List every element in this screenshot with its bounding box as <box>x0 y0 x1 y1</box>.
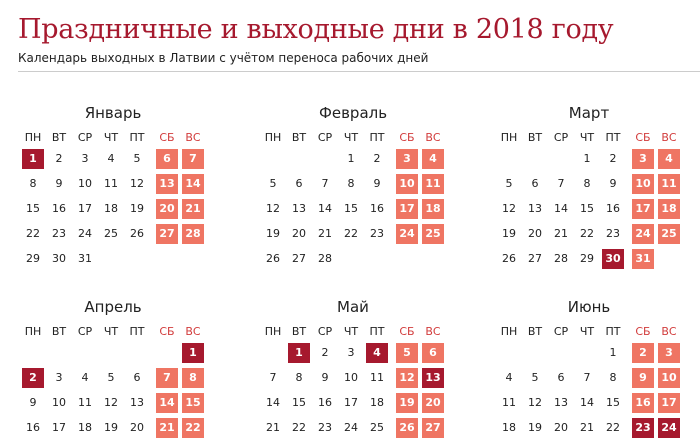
weekday-header: ПН <box>500 325 518 338</box>
weekend-day: 31 <box>632 249 654 269</box>
day-cell: 9 <box>373 177 381 190</box>
weekend-day: 14 <box>156 393 178 413</box>
day-cell: 4 <box>107 152 115 165</box>
weekday-header: ПН <box>24 325 42 338</box>
weekend-day: 2 <box>632 343 654 363</box>
weekend-day: 17 <box>632 199 654 219</box>
day-cell: 10 <box>52 396 66 409</box>
day-cell: 16 <box>318 396 332 409</box>
day-cell: 7 <box>557 177 565 190</box>
day-cell: 8 <box>295 371 303 384</box>
day-cell: 20 <box>130 421 144 434</box>
day-cell: 17 <box>78 202 92 215</box>
weekend-day: 26 <box>396 418 418 438</box>
day-cell: 31 <box>78 252 92 265</box>
weekday-header: ВС <box>661 131 677 144</box>
weekend-day: 13 <box>156 174 178 194</box>
day-cell: 11 <box>78 396 92 409</box>
weekday-header: ЧТ <box>103 131 119 144</box>
day-cell: 26 <box>502 252 516 265</box>
weekday-header: ЧТ <box>343 325 359 338</box>
day-cell: 14 <box>554 202 568 215</box>
day-cell: 22 <box>344 227 358 240</box>
month-name: Февраль <box>318 104 388 122</box>
day-cell: 23 <box>370 227 384 240</box>
weekday-header: ВТ <box>51 131 67 144</box>
weekday-header: СР <box>77 325 93 338</box>
day-cell: 18 <box>104 202 118 215</box>
day-cell: 19 <box>502 227 516 240</box>
weekday-header: СБ <box>399 131 415 144</box>
day-cell: 19 <box>528 421 542 434</box>
day-cell: 11 <box>104 177 118 190</box>
day-cell: 3 <box>347 346 355 359</box>
day-cell: 4 <box>505 371 513 384</box>
day-cell: 14 <box>318 202 332 215</box>
weekday-header: ПН <box>264 131 282 144</box>
weekend-day: 20 <box>422 393 444 413</box>
day-cell: 22 <box>606 421 620 434</box>
weekend-day: 10 <box>396 174 418 194</box>
weekend-day: 15 <box>182 393 204 413</box>
day-cell: 18 <box>78 421 92 434</box>
weekend-day: 18 <box>422 199 444 219</box>
day-cell: 12 <box>528 396 542 409</box>
day-cell: 6 <box>531 177 539 190</box>
day-cell: 13 <box>528 202 542 215</box>
weekday-header: ПТ <box>129 325 145 338</box>
day-cell: 12 <box>104 396 118 409</box>
day-cell: 23 <box>606 227 620 240</box>
page-title: Праздничные и выходные дни в 2018 году <box>18 14 614 45</box>
day-cell: 11 <box>502 396 516 409</box>
weekend-day: 3 <box>396 149 418 169</box>
day-cell: 10 <box>78 177 92 190</box>
weekday-header: СР <box>553 325 569 338</box>
weekday-header: СР <box>317 325 333 338</box>
day-cell: 15 <box>26 202 40 215</box>
day-cell: 16 <box>606 202 620 215</box>
month-name: Март <box>568 104 610 122</box>
day-cell: 8 <box>347 177 355 190</box>
weekend-day: 19 <box>396 393 418 413</box>
weekday-header: ПТ <box>605 131 621 144</box>
day-cell: 21 <box>580 421 594 434</box>
day-cell: 24 <box>78 227 92 240</box>
day-cell: 16 <box>52 202 66 215</box>
day-cell: 13 <box>292 202 306 215</box>
day-cell: 5 <box>133 152 141 165</box>
day-cell: 19 <box>130 202 144 215</box>
day-cell: 16 <box>26 421 40 434</box>
day-cell: 22 <box>580 227 594 240</box>
day-cell: 15 <box>344 202 358 215</box>
weekday-header: СБ <box>399 325 415 338</box>
day-cell: 27 <box>528 252 542 265</box>
weekday-header: СР <box>553 131 569 144</box>
weekday-header: СР <box>77 131 93 144</box>
weekday-header: ЧТ <box>579 131 595 144</box>
day-cell: 5 <box>107 371 115 384</box>
weekend-day: 8 <box>182 368 204 388</box>
day-cell: 4 <box>81 371 89 384</box>
weekday-header: ВТ <box>527 131 543 144</box>
weekend-day: 18 <box>658 199 680 219</box>
day-cell: 12 <box>266 202 280 215</box>
day-cell: 11 <box>370 371 384 384</box>
weekday-header: СБ <box>159 131 175 144</box>
day-cell: 20 <box>528 227 542 240</box>
weekday-header: ВТ <box>291 325 307 338</box>
weekend-day: 25 <box>658 224 680 244</box>
day-cell: 5 <box>269 177 277 190</box>
weekday-header: ПТ <box>129 131 145 144</box>
day-cell: 8 <box>609 371 617 384</box>
weekend-day: 27 <box>156 224 178 244</box>
day-cell: 7 <box>583 371 591 384</box>
day-cell: 29 <box>580 252 594 265</box>
month-name: Январь <box>84 104 142 122</box>
day-cell: 5 <box>505 177 513 190</box>
holiday-day: 13 <box>422 368 444 388</box>
weekend-day: 14 <box>182 174 204 194</box>
weekday-header: ВС <box>425 325 441 338</box>
weekend-day: 22 <box>182 418 204 438</box>
day-cell: 1 <box>609 346 617 359</box>
day-cell: 10 <box>344 371 358 384</box>
day-cell: 19 <box>266 227 280 240</box>
weekend-day: 3 <box>632 149 654 169</box>
day-cell: 22 <box>292 421 306 434</box>
weekend-day: 3 <box>658 343 680 363</box>
weekend-day: 6 <box>156 149 178 169</box>
day-cell: 12 <box>502 202 516 215</box>
weekday-header: ВТ <box>527 325 543 338</box>
day-cell: 2 <box>373 152 381 165</box>
day-cell: 13 <box>130 396 144 409</box>
day-cell: 27 <box>292 252 306 265</box>
day-cell: 22 <box>26 227 40 240</box>
weekend-day: 7 <box>156 368 178 388</box>
weekend-day: 17 <box>396 199 418 219</box>
day-cell: 7 <box>269 371 277 384</box>
day-cell: 21 <box>554 227 568 240</box>
day-cell: 15 <box>606 396 620 409</box>
weekday-header: ВТ <box>291 131 307 144</box>
weekend-day: 24 <box>396 224 418 244</box>
weekend-day: 28 <box>182 224 204 244</box>
holiday-day: 24 <box>658 418 680 438</box>
day-cell: 17 <box>52 421 66 434</box>
weekday-header: ПТ <box>369 131 385 144</box>
weekend-day: 7 <box>182 149 204 169</box>
day-cell: 21 <box>266 421 280 434</box>
weekday-header: СБ <box>635 325 651 338</box>
day-cell: 1 <box>583 152 591 165</box>
day-cell: 20 <box>292 227 306 240</box>
day-cell: 13 <box>554 396 568 409</box>
weekday-header: ВС <box>185 325 201 338</box>
weekday-header: ВТ <box>51 325 67 338</box>
day-cell: 29 <box>26 252 40 265</box>
weekday-header: СБ <box>159 325 175 338</box>
day-cell: 16 <box>370 202 384 215</box>
day-cell: 6 <box>557 371 565 384</box>
divider <box>18 71 700 72</box>
day-cell: 24 <box>344 421 358 434</box>
day-cell: 26 <box>266 252 280 265</box>
day-cell: 1 <box>347 152 355 165</box>
day-cell: 7 <box>321 177 329 190</box>
weekend-day: 5 <box>396 343 418 363</box>
day-cell: 2 <box>321 346 329 359</box>
day-cell: 15 <box>580 202 594 215</box>
day-cell: 28 <box>554 252 568 265</box>
day-cell: 8 <box>583 177 591 190</box>
day-cell: 18 <box>502 421 516 434</box>
weekday-header: ПТ <box>605 325 621 338</box>
weekday-header: ПН <box>264 325 282 338</box>
day-cell: 18 <box>370 396 384 409</box>
day-cell: 30 <box>52 252 66 265</box>
day-cell: 9 <box>321 371 329 384</box>
weekend-day: 4 <box>658 149 680 169</box>
day-cell: 9 <box>55 177 63 190</box>
day-cell: 20 <box>554 421 568 434</box>
day-cell: 9 <box>609 177 617 190</box>
page-subtitle: Календарь выходных в Латвии с учётом переноса рабочих дней <box>18 51 429 65</box>
weekend-day: 4 <box>422 149 444 169</box>
day-cell: 19 <box>104 421 118 434</box>
weekend-day: 21 <box>182 199 204 219</box>
day-cell: 9 <box>29 396 37 409</box>
weekend-day: 11 <box>422 174 444 194</box>
weekday-header: ВС <box>425 131 441 144</box>
holiday-day: 1 <box>288 343 310 363</box>
day-cell: 3 <box>55 371 63 384</box>
weekend-day: 12 <box>396 368 418 388</box>
day-cell: 25 <box>370 421 384 434</box>
day-cell: 2 <box>55 152 63 165</box>
day-cell: 26 <box>130 227 144 240</box>
weekend-day: 16 <box>632 393 654 413</box>
weekday-header: ЧТ <box>579 325 595 338</box>
weekend-day: 10 <box>632 174 654 194</box>
month-name: Июнь <box>567 298 611 316</box>
weekend-day: 20 <box>156 199 178 219</box>
weekend-day: 24 <box>632 224 654 244</box>
day-cell: 28 <box>318 252 332 265</box>
weekend-day: 21 <box>156 418 178 438</box>
holiday-day: 4 <box>366 343 388 363</box>
day-cell: 5 <box>531 371 539 384</box>
day-cell: 14 <box>266 396 280 409</box>
day-cell: 6 <box>295 177 303 190</box>
day-cell: 3 <box>81 152 89 165</box>
holiday-day: 1 <box>22 149 44 169</box>
day-cell: 14 <box>580 396 594 409</box>
weekend-day: 27 <box>422 418 444 438</box>
holiday-day: 30 <box>602 249 624 269</box>
month-name: Апрель <box>84 298 142 316</box>
weekend-day: 11 <box>658 174 680 194</box>
day-cell: 25 <box>104 227 118 240</box>
weekday-header: ЧТ <box>343 131 359 144</box>
day-cell: 23 <box>318 421 332 434</box>
weekday-header: ПН <box>24 131 42 144</box>
weekend-day: 9 <box>632 368 654 388</box>
weekday-header: ВС <box>661 325 677 338</box>
weekday-header: ПТ <box>369 325 385 338</box>
weekend-day: 6 <box>422 343 444 363</box>
weekday-header: СБ <box>635 131 651 144</box>
weekend-day: 17 <box>658 393 680 413</box>
day-cell: 15 <box>292 396 306 409</box>
weekday-header: ВС <box>185 131 201 144</box>
day-cell: 17 <box>344 396 358 409</box>
day-cell: 2 <box>609 152 617 165</box>
day-cell: 12 <box>130 177 144 190</box>
weekday-header: ПН <box>500 131 518 144</box>
weekend-day: 25 <box>422 224 444 244</box>
day-cell: 8 <box>29 177 37 190</box>
day-cell: 21 <box>318 227 332 240</box>
month-name: Май <box>337 298 369 316</box>
day-cell: 6 <box>133 371 141 384</box>
holiday-day: 2 <box>22 368 44 388</box>
holiday-day: 1 <box>182 343 204 363</box>
holiday-day: 23 <box>632 418 654 438</box>
day-cell: 23 <box>52 227 66 240</box>
weekday-header: СР <box>317 131 333 144</box>
weekday-header: ЧТ <box>103 325 119 338</box>
weekend-day: 10 <box>658 368 680 388</box>
